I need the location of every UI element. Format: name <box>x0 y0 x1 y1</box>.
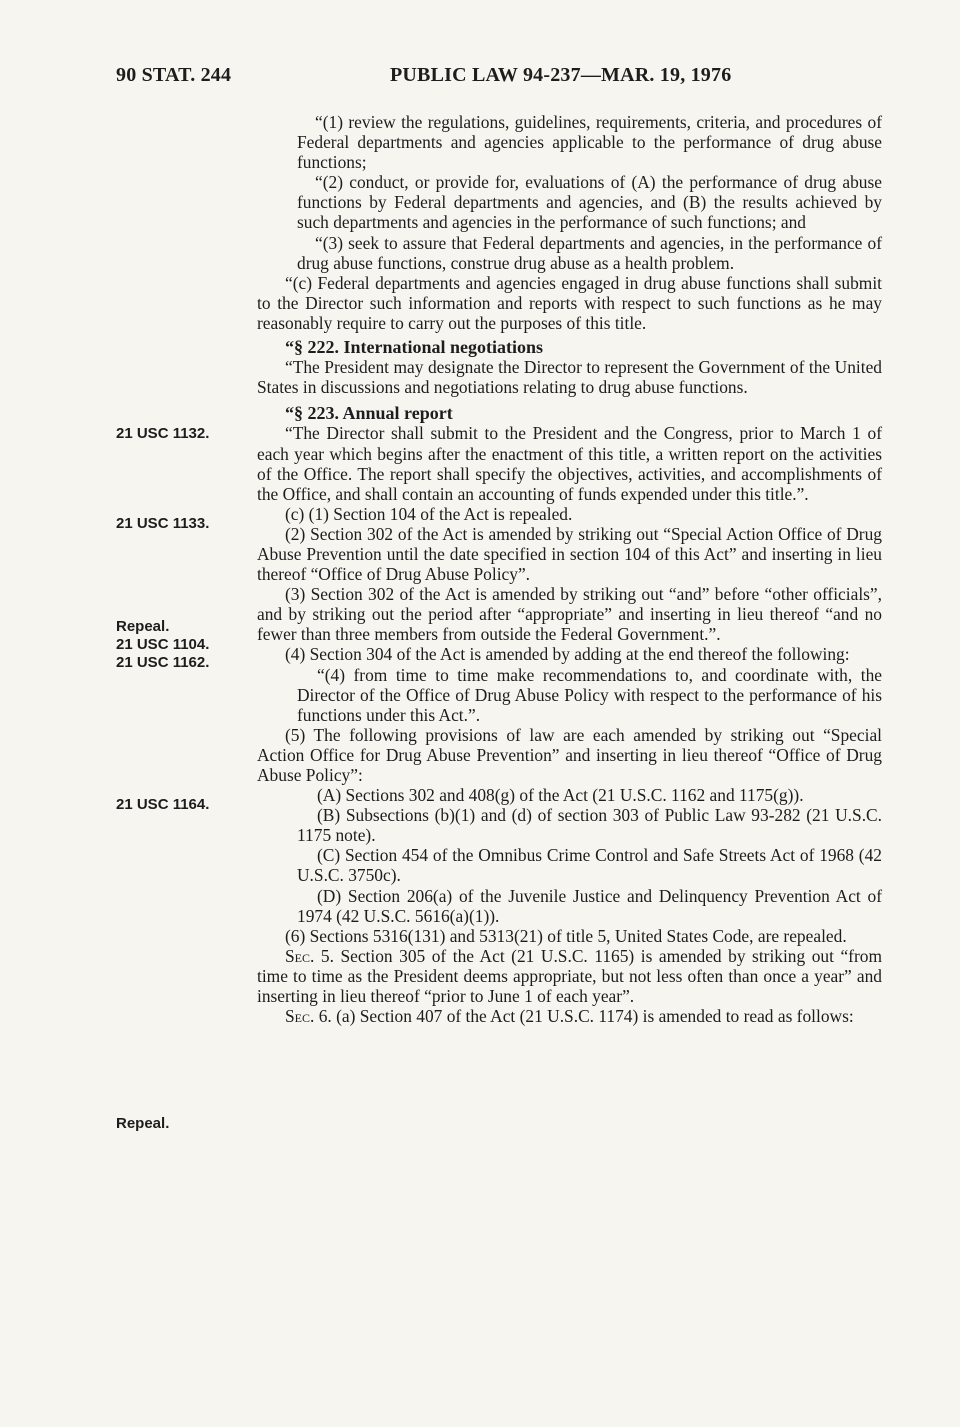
paragraph-c5-c: (C) Section 454 of the Omnibus Crime Control and Safe Streets Act of 1968 (42 U.S.C. 3750c). <box>297 845 882 886</box>
paragraph-c6: (6) Sections 5316(131) and 5313(21) of title 5, United States Code, are repealed. <box>285 925 847 946</box>
paragraph-c4: (4) Section 304 of the Act is amended by adding at the end thereof the following: <box>285 644 850 665</box>
paragraph-c5-a: (A) Sections 302 and 408(g) of the Act (21 U.S.C. 1162 and 1175(g)). <box>317 785 804 806</box>
margin-note-repeal-2: Repeal. <box>116 1115 170 1132</box>
paragraph-sec5 <box>257 946 882 1006</box>
paragraph-c2: (2) Section 302 of the Act is amended by striking out “Special Action Office of Drug Abuse Prevention until the date specified in section 104 of this Act” and inserting in lieu thereof “Office of Drug Abuse Policy”. <box>257 523 882 585</box>
paragraph-c5: (5) The following provisions of law are each amended by striking out “Special Action Office for Drug Abuse Prevention” and inserting in lieu thereof “Office of Drug Abuse Policy”: <box>257 724 882 785</box>
section-label: Sec. <box>285 1006 315 1027</box>
paragraph-sec6 <box>257 1006 882 1026</box>
margin-note-repeal: Repeal. <box>116 618 170 635</box>
stat-reference: 90 STAT. 244 <box>116 64 232 86</box>
paragraph-c5-b: (B) Subsections (b)(1) and (d) of section 303 of Public Law 93-282 (21 U.S.C. 1175 note). <box>297 805 882 846</box>
paragraph-c1: (c) (1) Section 104 of the Act is repealed. <box>285 503 573 524</box>
page-title: PUBLIC LAW 94-237—MAR. 19, 1976 <box>390 64 732 86</box>
body-text <box>257 112 882 1026</box>
paragraph-223: “The Director shall submit to the President and the Congress, prior to March 1 of each year which begins after the enactment of this title, a written report on the activities of the Office. The report shall specify the objectives, activities, and accomplishments of the Office, and shall contain an accounting of funds expended under this title.”. <box>257 423 882 504</box>
paragraph-c3: (3) Section 302 of the Act is amended by striking out “and” before “other officials”, and by striking out the period after “appropriate” and inserting in lieu thereof “and no fewer than three members from outside the Federal Government.”. <box>257 584 882 645</box>
margin-note-usc-1162: 21 USC 1162. <box>116 654 210 671</box>
section-heading-223: “§ 223. Annual report <box>285 403 453 424</box>
margin-note-usc-1133: 21 USC 1133. <box>116 515 210 532</box>
section-text: 5. Section 305 of the Act (21 U.S.C. 1165) is amended by striking out “from time to time as the President deems appropriate, but not less often than once a year” and inserting in lieu thereof “prior to June 1 of each year”. <box>257 945 882 1007</box>
paragraph-b2: “(2) conduct, or provide for, evaluations of (A) the performance of drug abuse functions by Federal departments and agencies, and (B) the results achieved by such departments and agencies in the performance of such functions; and <box>297 172 882 233</box>
paragraph-b3: “(3) seek to assure that Federal departments and agencies, in the performance of drug abuse functions, construe drug abuse as a health problem. <box>297 232 882 273</box>
section-heading-222: “§ 222. International negotiations <box>285 337 544 358</box>
section-label: Sec. <box>285 945 315 966</box>
paragraph-222: “The President may designate the Director to represent the Government of the United States in discussions and negotiations relating to drug abuse functions. <box>257 357 882 398</box>
margin-note-usc-1132: 21 USC 1132. <box>116 425 210 442</box>
paragraph-c: “(c) Federal departments and agencies engaged in drug abuse functions shall submit to the Director such information and reports with respect to such functions as he may reasonably require to carry out the purposes of this title. <box>257 272 882 333</box>
paragraph-c4-quote: “(4) from time to time make recommendations to, and coordinate with, the Director of the Office of Drug Abuse Policy with respect to the performance of his functions under this Act.”. <box>297 664 882 725</box>
paragraph-b1: “(1) review the regulations, guidelines, requirements, criteria, and procedures of Federal departments and agencies applicable to the performance of drug abuse functions; <box>297 112 882 173</box>
paragraph-c5-d: (D) Section 206(a) of the Juvenile Justice and Delinquency Prevention Act of 1974 (42 U.S.C. 5616(a)(1)). <box>297 885 882 926</box>
margin-note-usc-1104: 21 USC 1104. <box>116 636 210 653</box>
margin-note-usc-1164: 21 USC 1164. <box>116 796 210 813</box>
section-text: 6. (a) Section 407 of the Act (21 U.S.C. 1174) is amended to read as follows: <box>314 1006 854 1027</box>
